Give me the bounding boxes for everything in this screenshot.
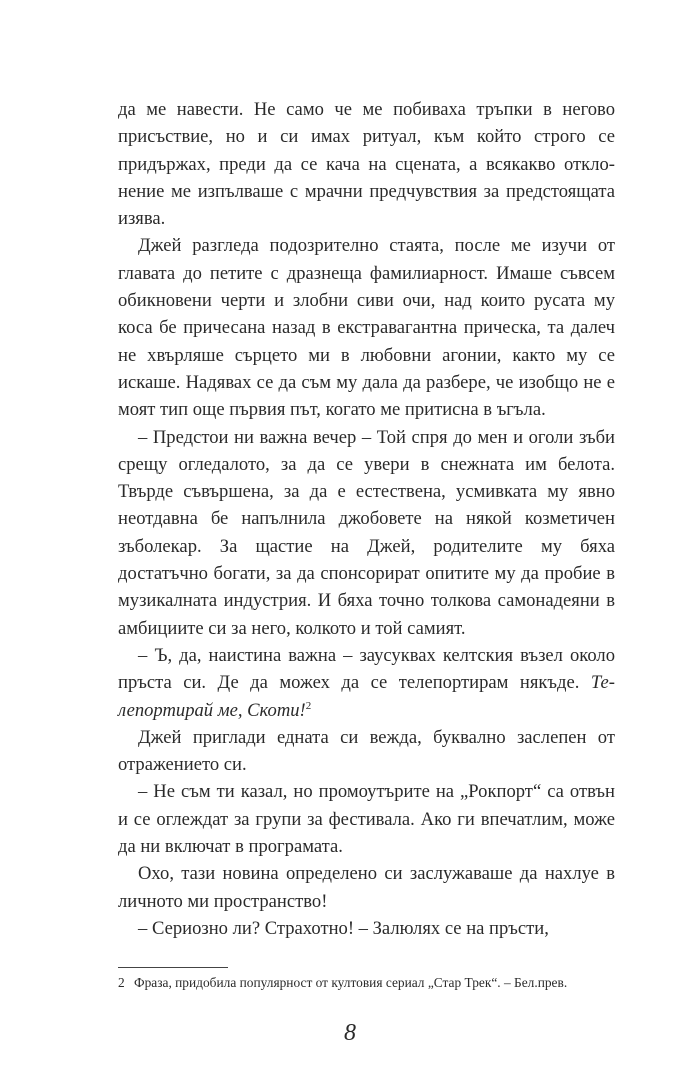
footnote-marker: 2 [305, 699, 312, 712]
footnote-divider [118, 967, 228, 968]
paragraph: – Предстои ни важна вечер – Той спря до мен и оголи зъби срещу огледалото, за да се увери в снежната им белота. Твърде съвършена, за да е естествена, усмивката му явно неотдавна бе напълнила джобовете на някой козметичен зъболекар. За щастие на Джей, родителите му бяха достатъчно богати, за да спонсорират опитите му да пробие в музикалната индустрия. И бяха точно толкова самонадеяни в амбициите си за него, колкото и той самият. [118, 426, 615, 639]
paragraph: да ме навести. Не само че ме побиваха тръпки в негово присъствие, но и си имах ритуал, към който строго се придържах, преди да се кача на сцената, а всякакво отклонение ме изпълваше с мрачни предчувствия за предстоящата изява. [118, 99, 615, 230]
paragraph: – Сериозно ли? Страхотно! – Залюлях се на пръсти, [138, 917, 549, 939]
italic-quote: Телепортирай ме, Скоти! [118, 672, 615, 721]
body-text [118, 96, 615, 942]
paragraph: Охо, тази новина определено си заслужаваше да нахлуе в личното ми пространство! [118, 863, 615, 912]
footnote-number: 2 [118, 975, 125, 990]
paragraph [118, 642, 615, 724]
footnote-text: Фраза, придобила популярност от култовия сериал „Стар Трек“. – Бел.прев. [134, 975, 568, 990]
paragraph: – Не съм ти казал, но промоутърите на „Рокпорт“ са отвън и се оглеждат за групи за фестивала. Ако ги впечатлим, може да ни включат в програмата. [118, 781, 615, 858]
paragraph: Джей разгледа подозрително стаята, после ме изучи от главата до петите с дразнеща фамилиарност. Имаше съвсем обикновени черти и злобни сиви очи, над които русата му коса бе причесана назад в екстравагантна прическа, та далеч не хвърляше сърцето ми в любовни агонии, както му се искаше. Надявах се да съм му дала да разбере, че изобщо не е моят тип още първия път, когато ме притисна в ъгъла. [118, 235, 615, 421]
paragraph-text: – Ъ, да, наистина важна – заусуквах келтския възел около пръста си. Де да можех да се телепортирам някъде. [118, 644, 615, 694]
paragraph: Джей приглади едната си вежда, буквално заслепен от отражението си. [118, 726, 615, 776]
page-number: 8 [344, 1020, 356, 1046]
footnote [118, 974, 615, 992]
